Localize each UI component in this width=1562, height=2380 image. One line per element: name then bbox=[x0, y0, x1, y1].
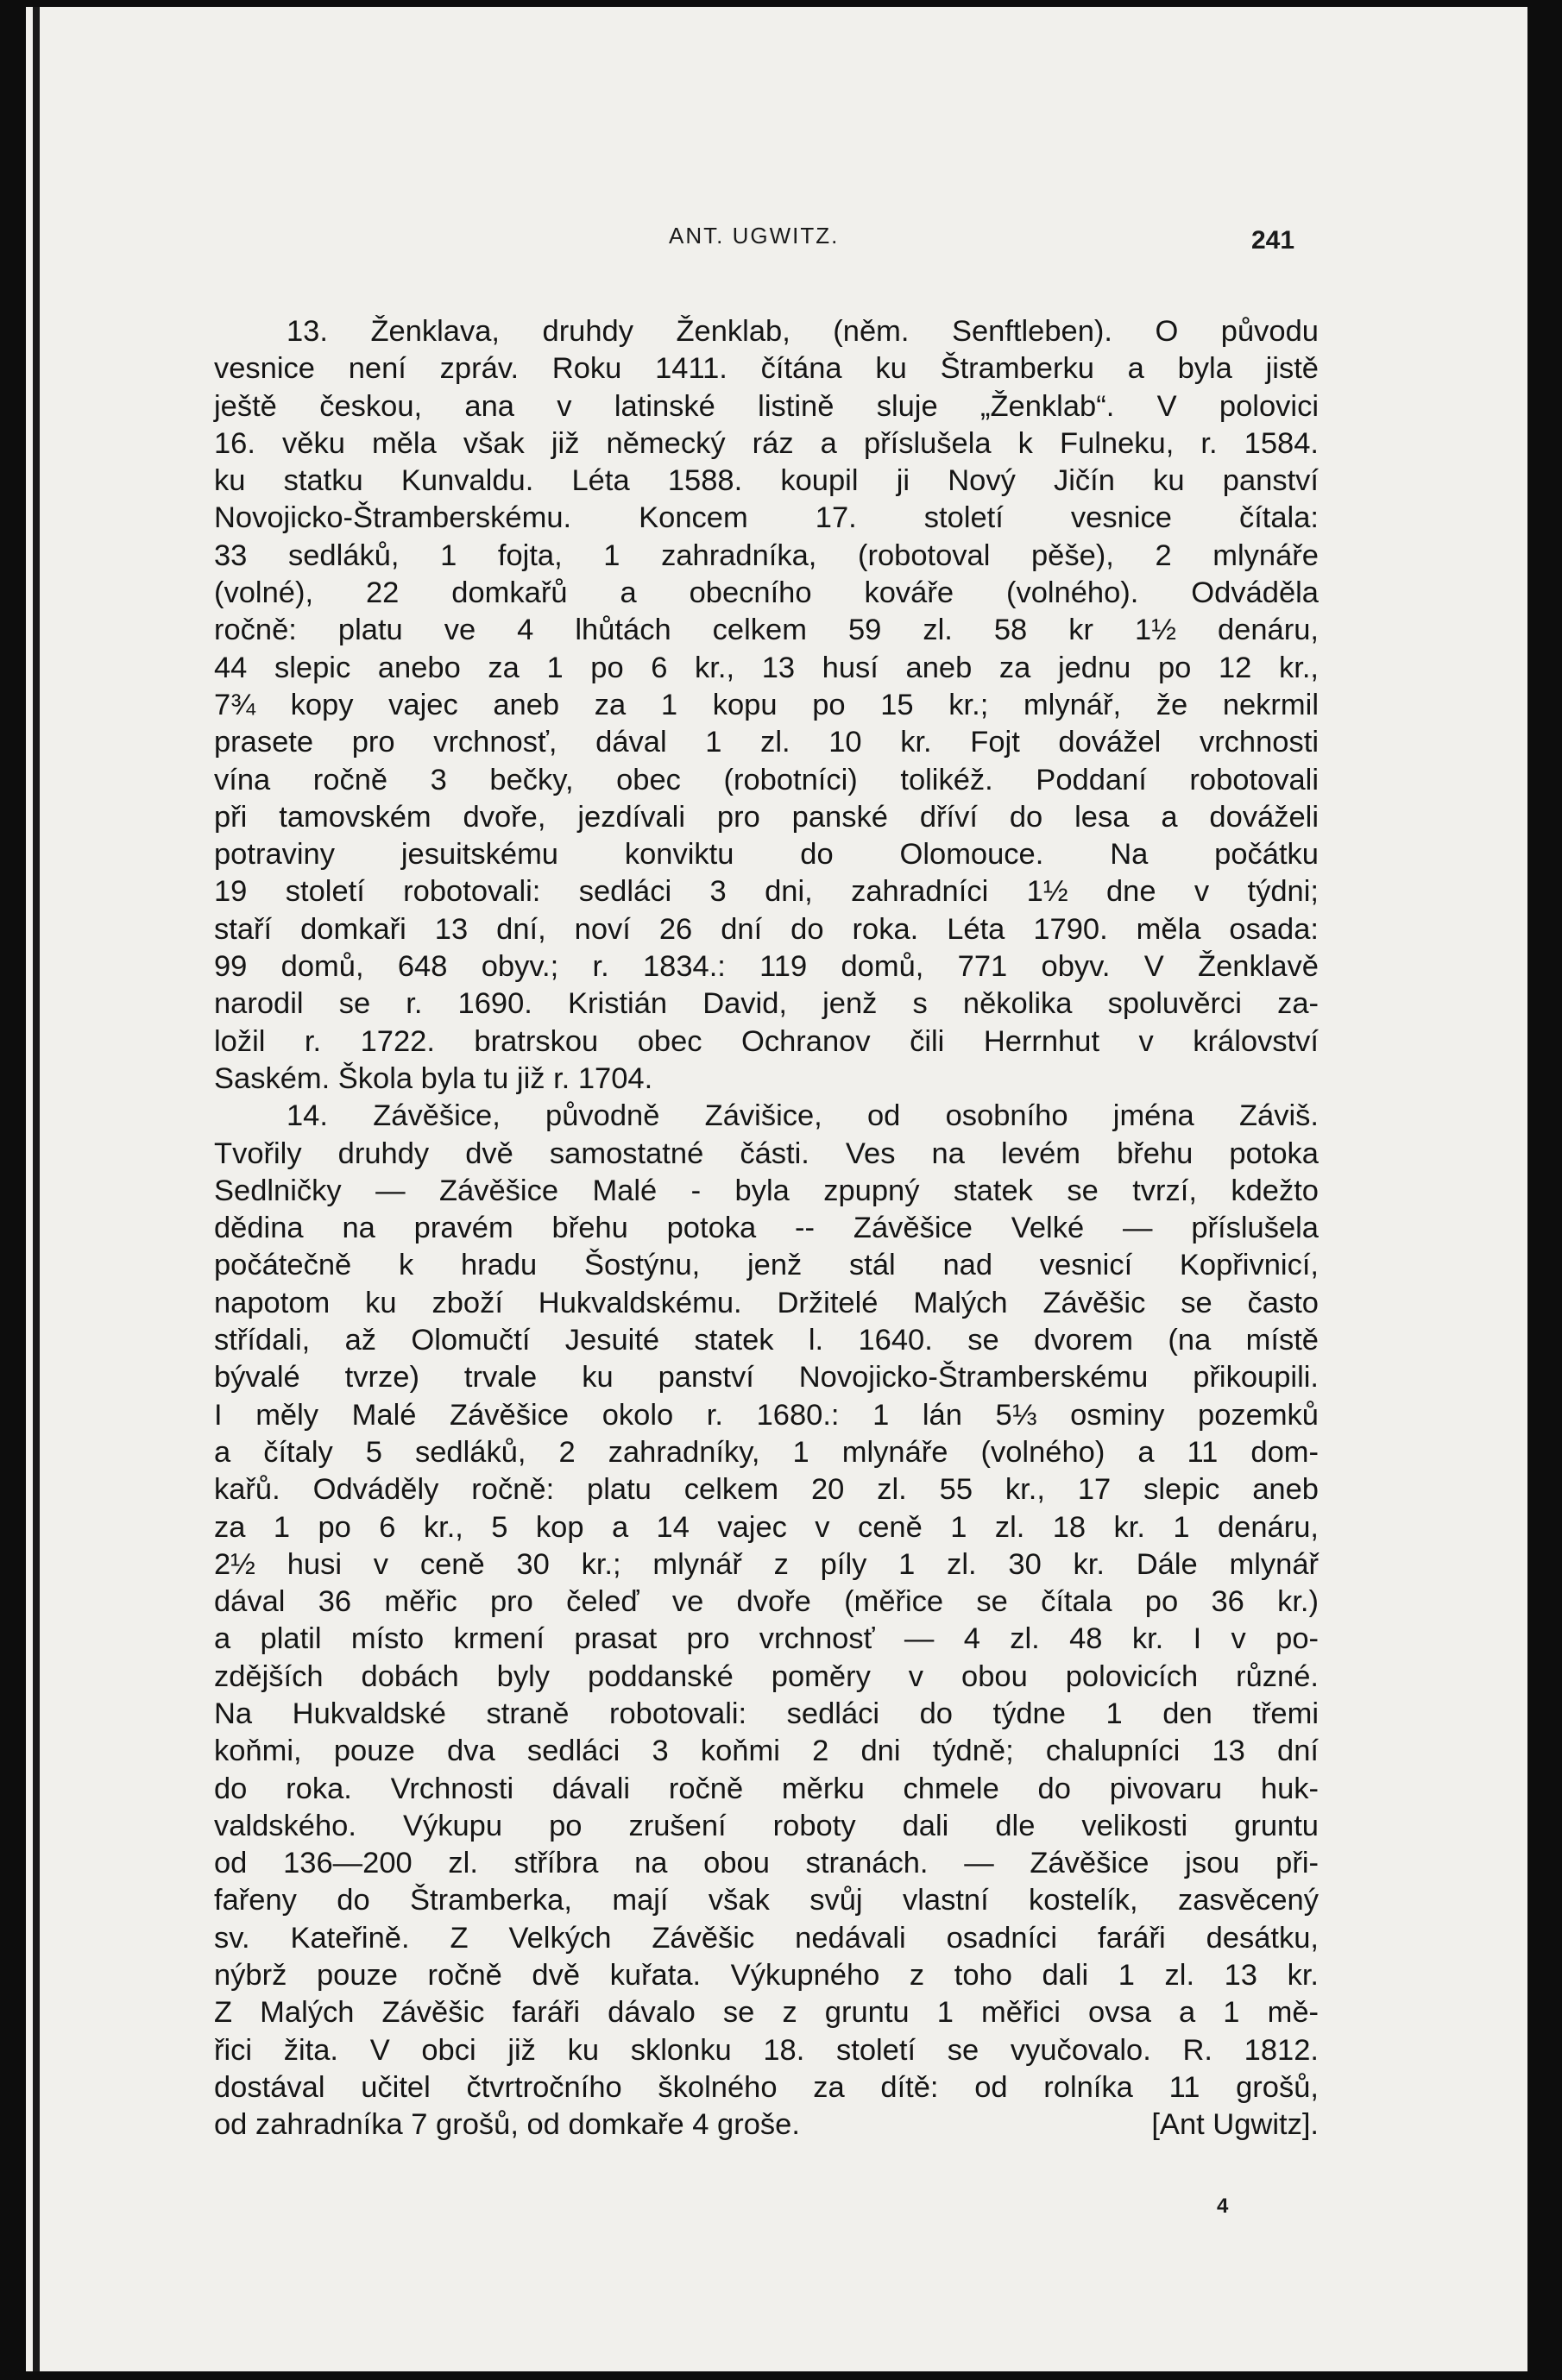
text-line: napotom ku zboží Hukvaldskému. Držitelé Malých Závěšic se často bbox=[214, 1286, 1319, 1319]
text-line: ročně: platu ve 4 lhůtách celkem 59 zl. 58 kr 1½ denáru, bbox=[214, 614, 1319, 647]
text-line: za 1 po 6 kr., 5 kop a 14 vajec v ceně 1 zl. 18 kr. 1 denáru, bbox=[214, 1510, 1319, 1544]
text-line: 13. Ženklava, druhdy Ženklab, (něm. Senftleben). O původu bbox=[287, 315, 1319, 348]
text-line: dostával učitel čtvrtročního školného za dítě: od rolníka 11 grošů, bbox=[214, 2070, 1319, 2104]
text-line: a čítaly 5 sedláků, 2 zahradníky, 1 mlynáře (volného) a 11 dom- bbox=[214, 1435, 1319, 1469]
text-line: nýbrž pouze ročně dvě kuřata. Výkupného z toho dali 1 zl. 13 kr. bbox=[214, 1959, 1319, 1993]
text-line: sv. Kateřině. Z Velkých Závěšic nedávali osadníci faráři desátku, bbox=[214, 1921, 1319, 1955]
text-line: 2½ husi v ceně 30 kr.; mlynář z píly 1 zl. 30 kr. Dále mlynář bbox=[214, 1547, 1319, 1581]
author-signature: [Ant Ugwitz]. bbox=[1151, 2108, 1319, 2142]
text-line: 44 slepic anebo za 1 po 6 kr., 13 husí aneb za jednu po 12 kr., bbox=[214, 651, 1319, 684]
page-header bbox=[26, 217, 1527, 269]
page-number: 241 bbox=[1251, 226, 1295, 255]
text-line: 14. Závěšice, původně Závišice, od osobního jména Záviš. bbox=[287, 1099, 1319, 1133]
final-line bbox=[214, 2106, 1319, 2144]
text-line: při tamovském dvoře, jezdívali pro panské dříví do lesa a dováželi bbox=[214, 800, 1319, 834]
text-line: 19 století robotovali: sedláci 3 dni, zahradníci 1½ dne v týdni; bbox=[214, 875, 1319, 909]
body-text bbox=[214, 313, 1319, 2144]
text-line: bývalé tvrze) trvale ku panství Novojicko-Štramberskému přikoupili. bbox=[214, 1361, 1319, 1395]
text-line: Tvořily druhdy dvě samostatné části. Ves na levém břehu potoka bbox=[214, 1136, 1319, 1170]
text-line: 99 domů, 648 obyv.; r. 1834.: 119 domů, 771 obyv. V Ženklavě bbox=[214, 950, 1319, 984]
text-line: dával 36 měřic pro čeleď ve dvoře (měřice se čítala po 36 kr.) bbox=[214, 1585, 1319, 1619]
text-line: ku statku Kunvaldu. Léta 1588. koupil ji Nový Jičín ku panství bbox=[214, 464, 1319, 498]
text-line: vína ročně 3 bečky, obec (robotníci) tolikéž. Poddaní robotovali bbox=[214, 763, 1319, 796]
text-line: 33 sedláků, 1 fojta, 1 zahradníka, (robotoval pěše), 2 mlynáře bbox=[214, 538, 1319, 572]
text-line: dědina na pravém břehu potoka -- Závěšice Velké — příslušela bbox=[214, 1212, 1319, 1245]
text-line: fařeny do Štramberka, mají však svůj vlastní kostelík, zasvěcený bbox=[214, 1884, 1319, 1917]
text-line: Sedlničky — Závěšice Malé - byla zpupný statek se tvrzí, kdežto bbox=[214, 1174, 1319, 1207]
book-page bbox=[26, 7, 1527, 2371]
text-line: Na Hukvaldské straně robotovali: sedláci do týdne 1 den třemi bbox=[214, 1697, 1319, 1730]
text-line: řici žita. V obci již ku sklonku 18. století se vyučovalo. R. 1812. bbox=[214, 2033, 1319, 2067]
text-line: valdského. Výkupu po zrušení roboty dali dle velikosti gruntu bbox=[214, 1809, 1319, 1842]
text-line: vesnice není zpráv. Roku 1411. čítána ku Štramberku a byla jistě bbox=[214, 352, 1319, 386]
text-line: 16. věku měla však již německý ráz a příslušela k Fulneku, r. 1584. bbox=[214, 426, 1319, 460]
text-line: prasete pro vrchnosť, dával 1 zl. 10 kr. Fojt dovážel vrchnosti bbox=[214, 726, 1319, 759]
text-line: střídali, až Olomučtí Jesuité statek l. 1640. se dvorem (na místě bbox=[214, 1324, 1319, 1357]
text-line: a platil místo krmení prasat pro vrchnosť — 4 zl. 48 kr. I v po- bbox=[214, 1622, 1319, 1656]
text-line: počátečně k hradu Šostýnu, jenž stál nad vesnicí Kopřivnicí, bbox=[214, 1249, 1319, 1282]
text-line: Novojicko-Štramberskému. Koncem 17. století vesnice čítala: bbox=[214, 501, 1319, 535]
section-14 bbox=[214, 1098, 1319, 2144]
text-line: Z Malých Závěšic faráři dávalo se z gruntu 1 měřici ovsa a 1 mě- bbox=[214, 1996, 1319, 2030]
text-line: koňmi, pouze dva sedláci 3 koňmi 2 dni týdně; chalupníci 13 dní bbox=[214, 1735, 1319, 1768]
text-line: ještě českou, ana v latinské listině sluje „Ženklab“. V polovici bbox=[214, 389, 1319, 423]
signature-mark: 4 bbox=[1217, 2194, 1229, 2218]
text-line: potraviny jesuitskému konviktu do Olomouce. Na počátku bbox=[214, 838, 1319, 872]
text-line: staří domkaři 13 dní, noví 26 dní do roka. Léta 1790. měla osada: bbox=[214, 912, 1319, 946]
text-line: narodil se r. 1690. Kristián David, jenž s několika spoluvěrci za- bbox=[214, 987, 1319, 1021]
text-line: kařů. Odváděly ročně: platu celkem 20 zl. 55 kr., 17 slepic aneb bbox=[214, 1473, 1319, 1507]
section-13 bbox=[214, 313, 1319, 1098]
text-line: od 136—200 zl. stříbra na obou stranách. — Závěšice jsou při- bbox=[214, 1847, 1319, 1880]
text-line: do roka. Vrchnosti dávali ročně měrku chmele do pivovaru huk- bbox=[214, 1772, 1319, 1805]
text-line: 7¾ kopy vajec aneb za 1 kopu po 15 kr.; mlynář, že nekrmil bbox=[214, 688, 1319, 721]
binding-edge bbox=[33, 7, 40, 2371]
text-line: (volné), 22 domkařů a obecního kováře (volného). Odváděla bbox=[214, 576, 1319, 610]
text-line: Saském. Škola byla tu již r. 1704. bbox=[214, 1061, 653, 1095]
running-title: ANT. UGWITZ. bbox=[669, 223, 840, 249]
text-line: I měly Malé Závěšice okolo r. 1680.: 1 lán 5⅓ osminy pozemků bbox=[214, 1398, 1319, 1432]
text-line: ložil r. 1722. bratrskou obec Ochranov čili Herrnhut v království bbox=[214, 1024, 1319, 1058]
final-line-text: od zahradníka 7 grošů, od domkaře 4 groše. bbox=[214, 2108, 800, 2142]
text-line: zdějších dobách byly poddanské poměry v obou polovicích různé. bbox=[214, 1659, 1319, 1693]
